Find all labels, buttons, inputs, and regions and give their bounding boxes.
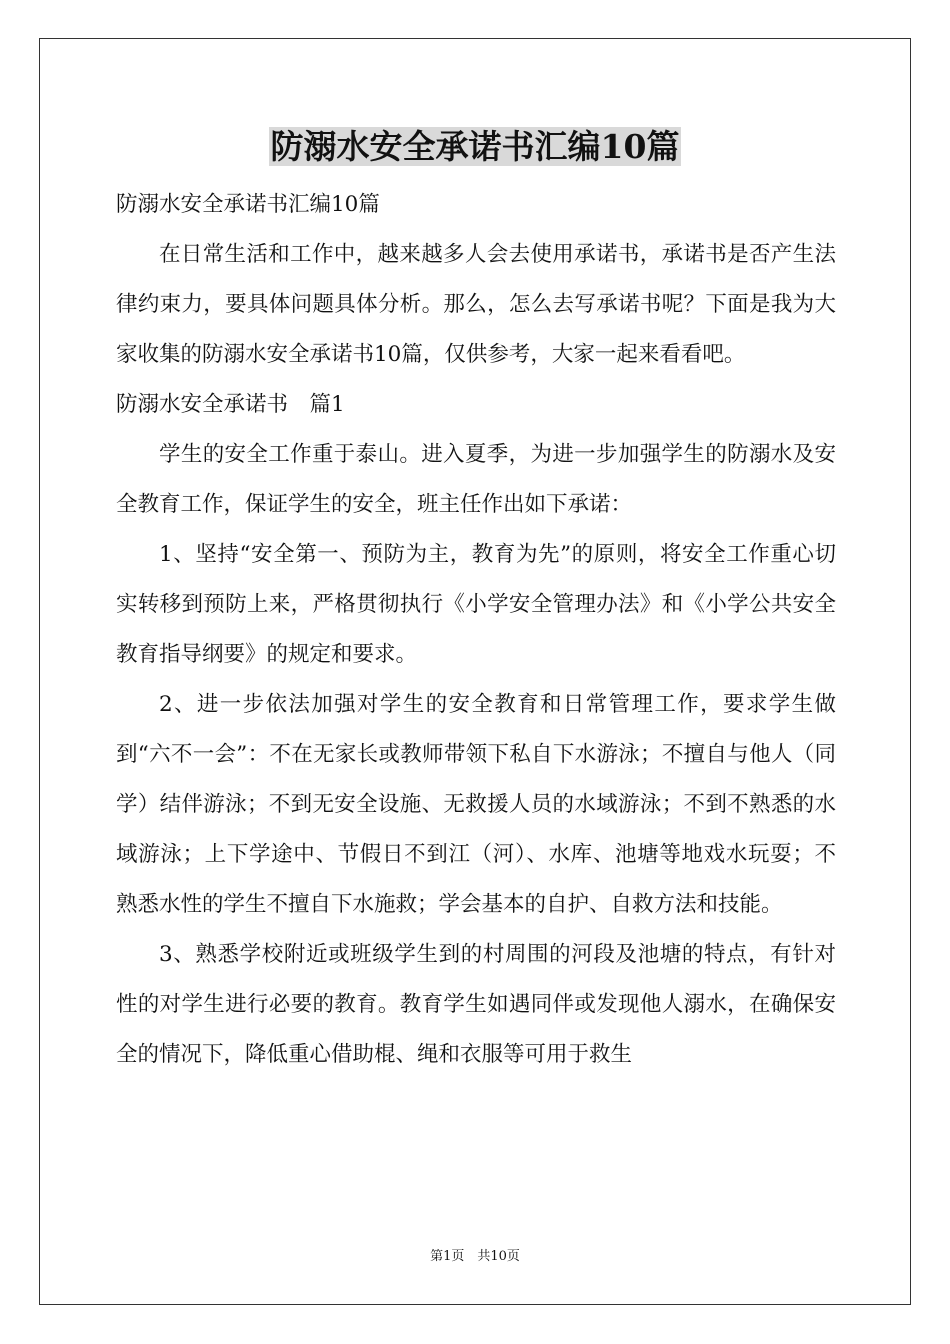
section-heading: 防溺水安全承诺书 篇1: [116, 392, 345, 417]
document-title: [0, 122, 950, 172]
body-paragraph: 2、进一步依法加强对学生的安全教育和日常管理工作，要求学生做到“六不一会”：不在无家长或教师带领下私自下水游泳；不擅自与他人（同学）结伴游泳；不到无安全设施、无救援人员的水域游泳；不到不熟悉的水域游泳；上下学途中、节假日不到江（河）、水库、池塘等地戏水玩耍；不熟悉水性的学生不擅自下水施救；学会基本的自护、自救方法和技能。: [116, 692, 836, 917]
document-body: [116, 180, 836, 1080]
page-footer: [0, 1248, 950, 1266]
document-subtitle: 防溺水安全承诺书汇编10篇: [116, 192, 380, 217]
body-paragraph: 3、熟悉学校附近或班级学生到的村周围的河段及池塘的特点，有针对性的对学生进行必要的教育。教育学生如遇同伴或发现他人溺水，在确保安全的情况下，降低重心借助棍、绳和衣服等可用于救生: [116, 942, 836, 1067]
body-paragraph: 学生的安全工作重于泰山。进入夏季，为进一步加强学生的防溺水及安全教育工作，保证学生的安全，班主任作出如下承诺：: [116, 442, 836, 517]
document-title-text: 防溺水安全承诺书汇编10篇: [270, 127, 680, 166]
body-paragraph: 1、坚持“安全第一、预防为主，教育为先”的原则，将安全工作重心切实转移到预防上来，严格贯彻执行《小学安全管理办法》和《小学公共安全教育指导纲要》的规定和要求。: [116, 542, 836, 667]
page-indicator: 第1页 共10页: [430, 1249, 520, 1264]
intro-paragraph: 在日常生活和工作中，越来越多人会去使用承诺书，承诺书是否产生法律约束力，要具体问题具体分析。那么，怎么去写承诺书呢？下面是我为大家收集的防溺水安全承诺书10篇，仅供参考，大家一起来看看吧。: [116, 242, 836, 367]
